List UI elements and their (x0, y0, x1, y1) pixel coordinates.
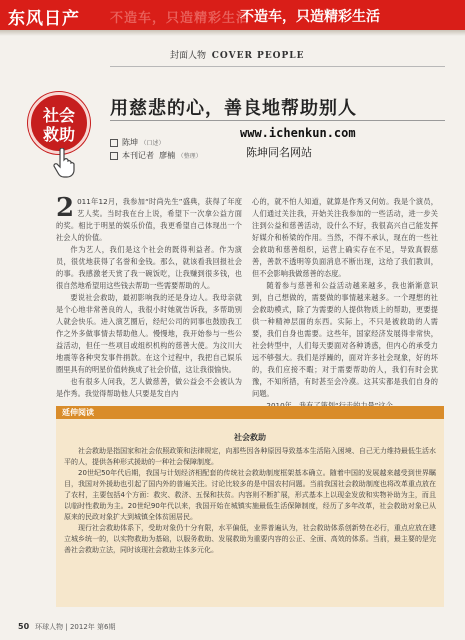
article-column-left (56, 193, 242, 400)
reporter-name: 廖楠 (159, 151, 176, 160)
watermark-site-name: 陈坤同名网站 (246, 146, 312, 159)
byline-author (110, 137, 165, 148)
byline-box-icon (110, 139, 118, 147)
author-name: 陈坤 (122, 138, 138, 147)
extended-reading-label: 延伸阅读 (62, 408, 94, 417)
magazine-name: 环球人物 (35, 623, 64, 631)
header-shadow (0, 30, 465, 36)
top-rule (110, 66, 445, 67)
byline-reporter (110, 150, 202, 161)
extended-reading-text (64, 446, 436, 556)
extended-reading-bar (56, 406, 444, 419)
dropcap: 2 (56, 193, 75, 223)
page-footer: 50 环球人物 | 2012年 第6期 (18, 622, 116, 631)
paragraph: 作为艺人，我们是这个社会的既得利益者。作为演员，很优地获得了名誉和金钱。那么，就该看我回报社会的事。我感激老天赏了我一碗饭吃，让我赚到很多钱，也很自然地希望用这些钱去帮助一些需要帮助的人。 (56, 245, 242, 290)
paragraph: 社会救助是指国家和社会依照政策和法律规定，向那些因各种原因导致基本生活陷入困境、自己无力维持最低生活水平的人，提供各种形式援助的一种社会保障制度。 (64, 447, 436, 466)
issue-label: 2012年 第6期 (69, 623, 116, 631)
hand-cursor-icon (52, 148, 76, 178)
paragraph: 心的，就不怕人知道，就算是作秀又何妨。我是个演员，人们通过关注我，开始关注我参加的一些活动，进一步关注到公益和慈善活动，设什么不好，我很高兴自己能发挥好媒介和桥梁的作用。当然，不得不承认，现在的一些社会救助和慈善组织，运营上确实存在不足，导致真假慈善，善款不透明等负面消息不断出现，这给了我们教训，但不会影响我做慈善的态度。 (252, 197, 438, 278)
section-label-cn: 封面人物 (170, 51, 207, 61)
paragraph: 20世纪50年代后期，我国与计划经济相配套的传统社会救助制度框架基本确立。随着中国的发展越来越受到世界瞩目，我国对外援助也引起了国内外的普遍关注。讨论比较多的是中国农村问题。当前我国社会救助制度也将改革重点放在了农村，主要包括4个方面：救灾、救济、五保和扶贫。内容则不断扩展，形式基本上以现金发放和实物补助为主，而且以临时性救助为主。20世纪90年代以来，我国开始在城镇实施最低生活保障制度，经历了多年改革，社会救助对象已从原来的民政对象扩大到城镇全体贫困居民。 (64, 469, 436, 521)
header-slogan: 不造车，只造精彩生活 (240, 9, 380, 25)
topic-badge (28, 92, 90, 154)
article-column-right (252, 196, 438, 412)
article-title: 用慈悲的心，善良地帮助别人 (110, 98, 357, 119)
section-label (170, 48, 304, 61)
reporter-note: （整理） (177, 153, 202, 160)
badge-line-2: 救助 (42, 125, 75, 144)
byline-box-icon (110, 152, 118, 160)
paragraph: 要说社会救助，最初影响我的还是身边人。我母亲就是个心地非常善良的人，我很小时她就告诉我，多帮助别人就会快乐。进入演艺圈后，经纪公司的同事也鼓励我工作之外多做事情去帮助他人。慢慢地，我开始参与一些公益活动，但任一些项目或组织机构的慈善大使。为汶川大地震等各种突发事件捐款。在这个过程中，我把自己娱乐圈里具有的明星价值转换成了社会价值，这让我很愉快。 (56, 293, 242, 374)
author-note: （口述） (140, 140, 165, 147)
paragraph (56, 193, 242, 244)
paragraph: 也有很多人问我，艺人做慈善，做公益会不会被认为是作秀。我觉得帮助他人只要是发自内 (56, 377, 242, 398)
reporter-label: 本刊记者 (122, 151, 154, 160)
extended-reading-title: 社会救助 (234, 433, 266, 442)
page-number: 50 (18, 622, 30, 631)
watermark-url: www.ichenkun.com (240, 126, 356, 140)
title-rule (110, 120, 445, 121)
paragraph-text: 011年12月，我参加“时尚先生”盛典，获得了年度艺人奖。当时我在台上说，希望下一次拿公益方面的奖。相比于明星的娱乐价值，我更希望自己体现出一个社会人的价值。 (56, 197, 242, 242)
paragraph: 随着参与慈善和公益活动越来越多，我也渐渐意识到，自己想做的，需要做的事情越来越多。一个理想的社会救助模式，除了为需要的人提供物质上的帮助，更要提供一种精神层面的东西。实际上，不只是被救助的人需要，我们自身也需要。这些年，国家经济发展得非常快，社会转型中，人们每天要面对各种诱惑，但内心的承受力远不够强大。我们是浮躁的，面对许多社会现象，好的坏的，我们应接不暇；对于需要帮助的人，我们有时会犹豫，不知所措，有时甚至会冷漠。这其实都是我们自身的问题。 (252, 281, 438, 398)
badge-line-1: 社会 (42, 106, 75, 125)
paragraph: 现行社会救助体系下，受助对象仍十分有限，水平偏低，业界普遍认为，社会救助体系创新势在必行，重点应放在建立城乡统一的，以实物救助为基础，以服务救助、发展救助为重要内容的公正、全面、高效的体系。当前，最主要的是完善社会救助立法，同时该现社会救助主体多元化。 (64, 524, 436, 554)
header-ghost-text: 不造车，只造精彩生活 (110, 11, 251, 26)
brand-logo-text: 东风日产 (8, 9, 80, 29)
section-label-en: COVER PEOPLE (211, 51, 305, 61)
